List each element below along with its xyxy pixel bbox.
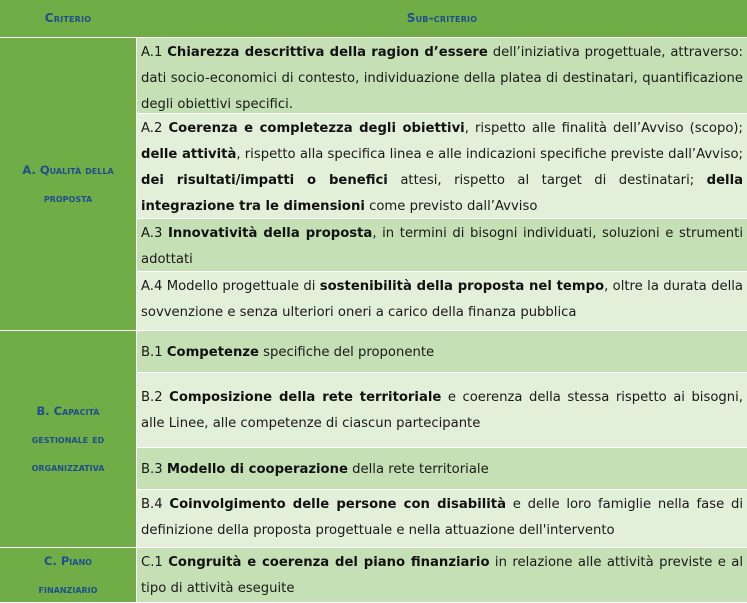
criterion-c — [0, 548, 136, 602]
bold-phrase: dei risultati/impatti o benefici — [141, 173, 388, 188]
bold-phrase: delle attività — [141, 147, 237, 162]
bold-phrase: Composizione della rete territoriale — [169, 390, 442, 405]
subcriterion-b2 — [137, 373, 747, 447]
criterion-a-label-2: proposta — [43, 191, 93, 205]
text-phrase: e coerenza della stessa rispetto ai bisogni, alle Linee, alle competenze di ciascun partecipante — [141, 390, 743, 431]
subcriterion-text — [141, 492, 743, 544]
text-phrase: e delle loro famiglie nella fase di definizione della proposta progettuale e nella attuazione dell'intervento — [141, 497, 744, 538]
criterion-b-label-1: B. Capacità — [36, 404, 100, 418]
criterion-b — [0, 331, 136, 547]
text-phrase: in relazione alle attività previste e al tipo di attività eseguite — [141, 555, 744, 596]
subcriterion-code: A.1 — [141, 45, 168, 60]
criterion-b-label-2: gestionale ed — [31, 432, 105, 446]
bold-phrase: Coerenza e completezza degli obiettivi — [168, 121, 465, 136]
text-phrase: dell’iniziativa progettuale, attraverso: dati socio-economici di contesto, individuazione della platea di destinatari, quantificazione degli obiettivi specifici. — [141, 45, 743, 112]
text-phrase: come previsto dall’Avviso — [364, 199, 538, 214]
subcriterion-b1 — [137, 331, 747, 372]
subcriterion-text — [141, 40, 743, 118]
subcriterion-c1 — [137, 548, 747, 602]
criterion-b-label-3: organizzativa — [31, 460, 105, 474]
subcriterion-a1 — [137, 38, 747, 113]
text-phrase: , in termini di bisogni individuati, soluzioni e strumenti adottati — [141, 226, 743, 267]
subcriterion-code: C.1 — [141, 555, 169, 570]
subcriterion-text — [141, 550, 743, 602]
subcriterion-text — [141, 340, 434, 366]
subcriterion-a2 — [137, 114, 747, 218]
subcriterion-text — [141, 221, 743, 273]
bold-phrase: della integrazione tra le dimensioni — [141, 173, 743, 214]
bold-phrase: Modello di cooperazione — [166, 461, 348, 477]
criterion-a — [0, 38, 136, 330]
text-phrase: , oltre la durata della sovvenzione e senza ulteriori oneri a carico della finanza pubblica — [141, 279, 743, 320]
text-phrase: attesi, rispetto al target di destinatari; — [387, 173, 707, 188]
criterion-a-label-1: A. Qualità della — [22, 163, 114, 177]
subcriterion-code: B.1 — [141, 344, 167, 360]
text-phrase: , rispetto alla specifica linea e alle indicazioni specifiche previste dall’Avviso; — [236, 147, 743, 162]
text-phrase: , rispetto alle finalità dell’Avviso (scopo); — [464, 121, 743, 136]
subcriterion-text — [141, 385, 743, 437]
subcriterion-text — [141, 116, 743, 220]
subcriterion-a4 — [137, 272, 747, 330]
subcriterion-code: B.2 — [141, 390, 170, 405]
bold-phrase: Congruità e coerenza del piano finanziario — [168, 555, 490, 570]
criterion-c-label-1: C. Piano — [44, 554, 92, 568]
subcriterion-code: B.3 — [141, 461, 167, 477]
criterion-c-label-2: finanziario — [38, 582, 98, 596]
subcriterion-code: A.4 — [141, 279, 167, 294]
bold-phrase: Competenze — [166, 344, 259, 360]
text-phrase: specifiche del proponente — [258, 344, 435, 360]
subcriterion-a3 — [137, 219, 747, 271]
bold-phrase: Coinvolgimento delle persone con disabilità — [169, 497, 506, 512]
text-phrase: Modello progettuale di — [166, 279, 320, 294]
subcriterion-b3 — [137, 448, 747, 489]
subcriterion-code: A.2 — [141, 121, 169, 136]
bold-phrase: Innovatività della proposta — [168, 226, 373, 241]
subcriterion-text — [141, 274, 743, 326]
bold-phrase: Chiarezza descrittiva della ragion d’essere — [167, 45, 488, 60]
subcriterion-code: B.4 — [141, 497, 170, 512]
text-phrase: della rete territoriale — [347, 461, 489, 477]
header-sub-criterio: Sub-criterio — [406, 11, 478, 25]
subcriterion-code: A.3 — [141, 226, 168, 241]
table-header — [0, 0, 747, 37]
subcriterion-text — [141, 457, 489, 483]
bold-phrase: sostenibilità della proposta nel tempo — [319, 279, 605, 294]
subcriterion-b4 — [137, 490, 747, 547]
header-criterio: Criterio — [44, 11, 92, 25]
